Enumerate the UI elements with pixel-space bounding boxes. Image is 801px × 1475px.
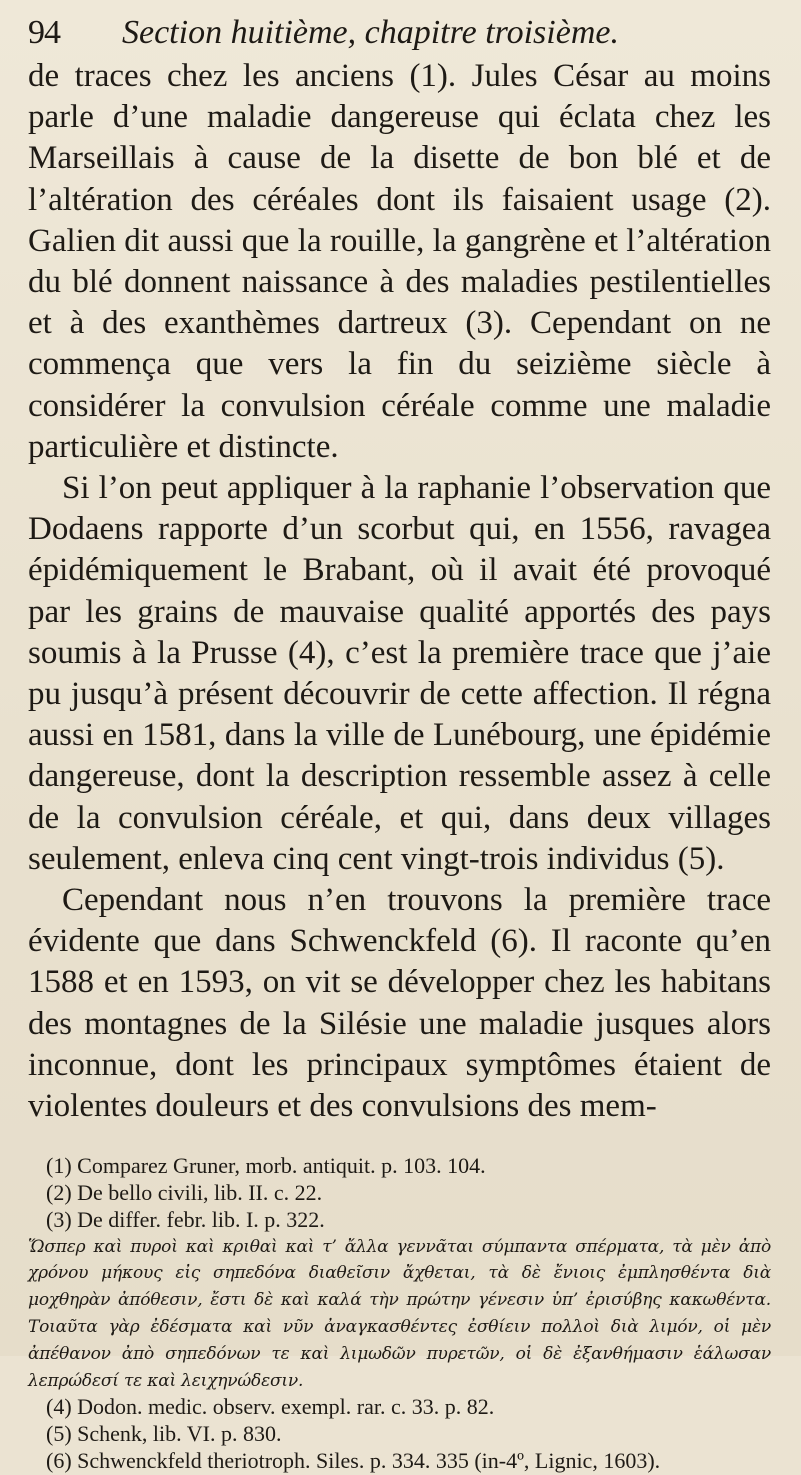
footnote-2: (2) De bello civili, lib. II. c. 22. [46,1180,323,1206]
footnote-3: (3) De differ. febr. lib. I. p. 322. [46,1206,325,1232]
main-text [28,56,771,1127]
footnotes [28,1153,771,1475]
footnote-6: (6) Schwenckfeld theriotroph. Siles. p. 334. 335 (in-4º, Lignic, 1603). [46,1448,661,1474]
footnote-1: (1) Comparez Gruner, morb. antiquit. p. 103. 104. [46,1153,486,1179]
paragraph: Cependant nous n’en trouvons la première trace évidente que dans Schwenckfeld (6). Il raconte qu’en 1588 et en 1593, on vit se développer chez les habitans des montagnes de la Silésie une maladie jusques alors inconnue, dont les principaux symptômes étaient de violentes douleurs et des convulsions des mem- [28,882,771,1125]
running-title: Section huitième, chapitre troisième. [122,14,619,51]
footnote-4: (4) Dodon. medic. observ. exempl. rar. c. 33. p. 82. [46,1394,495,1420]
page-header [28,14,771,54]
paragraph: Si l’on peut appliquer à la raphanie l’observation que Dodaens rapporte d’un scorbut qui, en 1556, ravagea épidémiquement le Brabant, où il avait été provoqué par les grains de mauvaise qualité apportés des pays soumis à la Prusse (4), c’est la première trace que j’aie pu jusqu’à présent découvrir de cette affection. Il régna aussi en 1581, dans la ville de Lunébourg, une épidémie dangereuse, dont la description ressemble assez à celle de la convulsion céréale, et qui, dans deux villages seulement, enleva cinq cent vingt-trois individus (5). [28,470,771,877]
footnote-3-greek-quote: Ὥσπερ καὶ πυροὶ καὶ κριθαὶ καὶ τ’ ἄλλα γεννᾶται σύμπαντα σπέρματα, τὰ μὲν ἀπὸ χρόνου μήκους εἰς σηπεδόνα διαθεῖσιν ἄχθεται, τὰ δὲ ἔνιοις ἐμπλησθέντα διὰ μοχθηρὰν ἀπόθεσιν, ἔστι δὲ καὶ καλά τὴν πρώτην γένεσιν ὑπ’ ἐρισύβης κακωθέντα. Τοιαῦτα γὰρ ἐδέσματα καὶ νῦν ἀναγκασθέντες ἐσθίειν πολλοὶ διὰ λιμόν, οἱ μὲν ἀπέθανον ἀπὸ σηπεδόνων τε καὶ λιμωδῶν πυρετῶν, οἱ δὲ ἐξανθήμασιν ἑάλωσαν λεπρώδεσί τε καὶ λειχηνώδεσιν. [28,1236,771,1391]
page-number: 94 [28,14,60,51]
footnote-5: (5) Schenk, lib. VI. p. 830. [46,1421,282,1447]
paragraph: de traces chez les anciens (1). Jules César au moins parle d’une maladie dangereuse qui éclata chez les Marseillais à cause de la disette de bon blé et de l’altération des céréales dont ils faisaient usage (2). Galien dit aussi que la rouille, la gangrène et l’altération du blé donnent naissance à des maladies pestilentielles et à des exanthèmes dartreux (3). Cependant on ne commença que vers la fin du seizième siècle à considérer la convulsion céréale comme une maladie particulière et distincte. [28,58,771,465]
